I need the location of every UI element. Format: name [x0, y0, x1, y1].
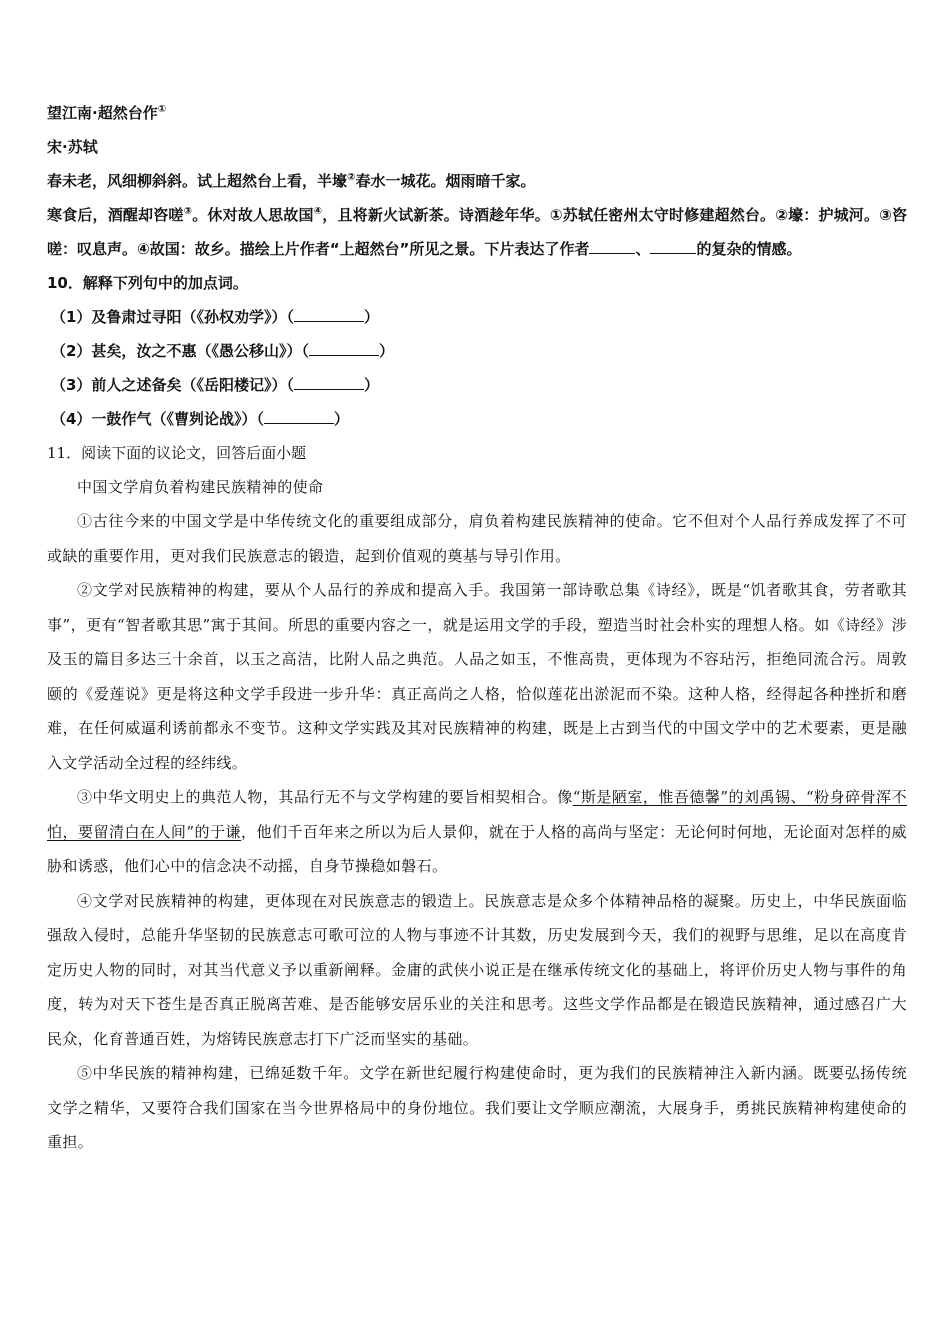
article-paragraph-1: ①古往今来的中国文学是中华传统文化的重要组成部分，肩负着构建民族精神的使命。它不但对个人品行养成发挥了不可或缺的重要作用，更对我们民族意志的锻造，起到价值观的奠基与导引作用。	[47, 512, 907, 565]
q10-item-end: ）	[333, 410, 349, 428]
poem-title	[47, 96, 907, 130]
q10-item	[47, 334, 907, 368]
q10-item-label: （1）及鲁肃过寻阳（《孙权劝学》）（	[51, 308, 294, 326]
separator: 、	[635, 240, 651, 258]
q10-item	[47, 402, 907, 436]
q10-heading	[47, 266, 907, 300]
poem-author: 宋·苏轼	[47, 138, 98, 156]
footnote-mark: ②	[347, 172, 356, 183]
answer-blank	[264, 409, 334, 424]
q10-item	[47, 368, 907, 402]
poem-line-1-end: 春水一城花。烟雨暗千家。	[355, 172, 536, 190]
article-paragraph-5: ⑤中华民族的精神构建，已绵延数千年。文学在新世纪履行构建使命时，更为我们的民族精神注入新内涵。既要弘扬传统文学之精华，又要符合我们国家在当今世界格局中的身份地位。我们要让文学顺应潮流，大展身手，勇挑民族精神构建使命的重担。	[47, 1064, 907, 1151]
poem-title-text: 望江南·超然台作	[47, 104, 158, 122]
poem-line-1-text: 春未老，风细柳斜斜。试上超然台上看，半壕	[47, 172, 348, 190]
q10-item-label: （4）一鼓作气（《曹刿论战》）（	[51, 410, 264, 428]
q10-item-end: ）	[378, 342, 394, 360]
q10-item-label: （3）前人之述备矣（《岳阳楼记》）（	[51, 376, 294, 394]
answer-blank	[589, 239, 635, 254]
poem-line-2-with-notes	[47, 198, 907, 266]
q10-item-end: ）	[363, 308, 379, 326]
paragraph-3-text: ③中华文明史上的典范人物，其品行无不与文学构建的要旨相契相合。像	[77, 788, 573, 806]
document-page	[47, 96, 907, 1160]
article-paragraph-3	[47, 780, 907, 884]
q10-item-label: （2）甚矣，汝之不惠（《愚公移山》）（	[51, 342, 309, 360]
poem-text: 寒食后，酒醒却咨嗟	[47, 206, 184, 224]
footnote-mark: ③	[183, 206, 193, 217]
q10-item	[47, 300, 907, 334]
underlined-quote: “斯是陋室，惟吾德馨”的刘禹锡、“粉身碎骨浑不怕，要留清白在人间”的于谦	[47, 788, 907, 841]
poem-line-1	[47, 164, 907, 198]
answer-blank	[309, 341, 379, 356]
q10-heading-text: 10．解释下列句中的加点词。	[47, 274, 248, 292]
paragraph-3-text-end: ，他们千百年来之所以为后人景仰，就在于人格的高尚与坚定：无论何时何地，无论面对怎样的威胁和诱惑，他们心中的信念决不动摇，自身节操稳如磐石。	[47, 822, 907, 875]
poem-text: 。休对故人思故国	[192, 206, 314, 224]
footnote-mark: ①	[157, 104, 167, 115]
answer-blank	[294, 375, 364, 390]
article-paragraph-2: ②文学对民族精神的构建，要从个人品行的养成和提高入手。我国第一部诗歌总集《诗经》，既是“饥者歌其食，劳者歌其事”，更有“智者歌其思”寓于其间。所思的重要内容之一，就是运用文学的手段，塑造当时社会朴实的理想人格。如《诗经》涉及玉的篇目多达三十余首，以玉之高洁，比附人品之典范。人品之如玉，不惟高贵，更体现为不容玷污，拒绝同流合污。周敦颐的《爱莲说》更是将这种文学手段进一步升华：真正高尚之人格，恰似莲花出淤泥而不染。这种人格，经得起各种挫折和磨难，在任何威逼利诱前都永不变节。这种文学实践及其对民族精神的构建，既是上古到当代的中国文学中的艺术要素，更是融入文学活动全过程的经纬线。	[47, 581, 907, 772]
question-end: 的复杂的情感。	[696, 240, 802, 258]
poem-notes-and-question: ，且将新火试新茶。诗酒趁年华。①苏轼任密州太守时修建超然台。②壕：护城河。③咨嗟：叹息声。④故国：故乡。描绘上片作者“上超然台”所见之景。下片表达了作者	[47, 206, 908, 258]
answer-blank	[650, 239, 696, 254]
answer-blank	[294, 307, 364, 322]
q10-item-end: ）	[363, 376, 379, 394]
q11-heading: 11．阅读下面的议论文，回答后面小题	[47, 444, 307, 462]
article-paragraph-4: ④文学对民族精神的构建，更体现在对民族意志的锻造上。民族意志是众多个体精神品格的凝聚。历史上，中华民族面临强敌入侵时，总能升华坚韧的民族意志可歌可泣的人物与事迹不计其数，历史发展到今天，我们的视野与思维，足以在高度肯定历史人物的同时，对其当代意义予以重新阐释。金庸的武侠小说正是在继承传统文化的基础上，将评价历史人物与事件的角度，转为对天下苍生是否真正脱离苦难、是否能够安居乐业的关注和思考。这些文学作品都是在锻造民族精神，通过感召广大民众，化育普通百姓，为熔铸民族意志打下广泛而坚实的基础。	[47, 891, 907, 1048]
article-title: 中国文学肩负着构建民族精神的使命	[77, 478, 324, 496]
footnote-mark: ④	[313, 206, 323, 217]
